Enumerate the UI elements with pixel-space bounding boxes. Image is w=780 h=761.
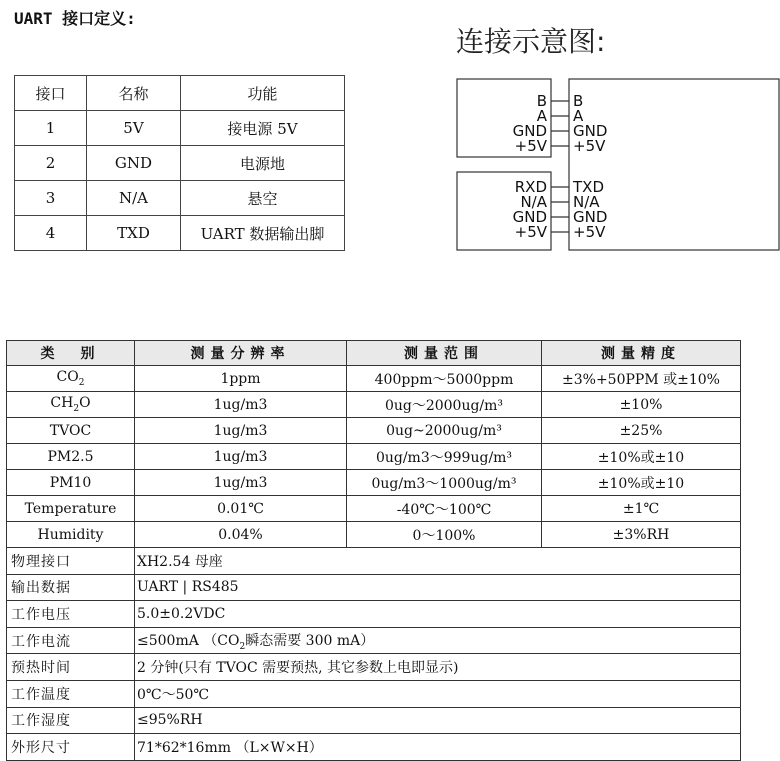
sensor-pin-label: GND [512, 122, 547, 140]
specs-header-cell: 测量精度 [542, 341, 741, 366]
range-cell: 0ug/m3～1000ug/m³ [347, 470, 542, 496]
range-cell: -40℃～100℃ [347, 496, 542, 522]
spec-value-cell: 0℃～50℃ [135, 680, 741, 707]
resolution-cell: 1ug/m3 [135, 418, 347, 444]
accuracy-cell: ±10%或±10 [542, 470, 741, 496]
range-cell: 0ug~2000ug/m³ [347, 418, 542, 444]
sensor-pin-label: GND [512, 208, 547, 226]
parameter-name-cell: PM10 [7, 470, 135, 496]
sensor-pin-label: RXD [514, 178, 547, 196]
table-cell: GND [87, 146, 181, 181]
resolution-cell: 1ug/m3 [135, 392, 347, 418]
spec-label-cell: 工作电流 [7, 627, 135, 654]
connection-diagram [455, 75, 780, 253]
spec-label-cell: 预热时间 [7, 654, 135, 681]
accuracy-cell: ±10%或±10 [542, 444, 741, 470]
spec-value-cell: XH2.54 母座 [135, 548, 741, 575]
host-pin-label: B [573, 92, 584, 110]
parameter-name-cell: $CO_2$ [7, 366, 135, 392]
diagram-title: 连接示意图: [456, 25, 606, 58]
resolution-cell: 1ug/m3 [135, 470, 347, 496]
table-cell: 电源地 [181, 146, 345, 181]
range-cell: 400ppm～5000ppm [347, 366, 542, 392]
spec-value-cell: 2 分钟(只有 TVOC 需要预热, 其它参数上电即显示) [135, 654, 741, 681]
resolution-cell: 1ppm [135, 366, 347, 392]
table-cell: UART 数据输出脚 [181, 216, 345, 251]
uart-header-cell: 功能 [181, 76, 345, 111]
host-pin-label: GND [573, 122, 608, 140]
sensor-pin-label: A [536, 107, 547, 125]
specifications-table [6, 340, 741, 761]
host-pin-label: +5V [573, 137, 606, 155]
spec-label-cell: 外形尺寸 [7, 734, 135, 761]
parameter-name-cell: TVOC [7, 418, 135, 444]
table-row [7, 444, 741, 470]
accuracy-cell: ±3%RH [542, 522, 741, 548]
uart-header-cell: 接口 [15, 76, 87, 111]
sensor-pin-label: +5V [514, 137, 547, 155]
host-pin-label: GND [573, 208, 608, 226]
range-cell: 0ug/m3～999ug/m³ [347, 444, 542, 470]
specs-header-row [7, 341, 741, 366]
specs-header-cell: 类 别 [7, 341, 135, 366]
table-cell: N/A [87, 181, 181, 216]
uart-section-title: UART 接口定义: [14, 9, 136, 28]
table-row [7, 601, 741, 628]
host-pin-label: +5V [573, 223, 606, 241]
spec-label-cell: 输出数据 [7, 574, 135, 601]
table-cell: 接电源 5V [181, 111, 345, 146]
uart-table-header [15, 76, 345, 111]
table-cell: 4 [15, 216, 87, 251]
resolution-cell: 1ug/m3 [135, 444, 347, 470]
table-cell: 悬空 [181, 181, 345, 216]
uart-interface-table [14, 75, 345, 251]
sensor-pin-label: B [536, 92, 547, 110]
specs-header-cell: 测量分辨率 [135, 341, 347, 366]
table-cell: 3 [15, 181, 87, 216]
table-row [15, 181, 345, 216]
specs-header-cell: 测量范围 [347, 341, 542, 366]
host-pin-label: A [573, 107, 584, 125]
parameter-name-cell: Temperature [7, 496, 135, 522]
spec-value-cell: 71*62*16mm （L×W×H） [135, 734, 741, 761]
spec-value-cell: ≤500mA （$CO_2$瞬态需要 300 mA） [135, 627, 741, 654]
table-row [7, 470, 741, 496]
sensor-pin-label: +5V [514, 223, 547, 241]
table-cell: 1 [15, 111, 87, 146]
spec-label-cell: 工作湿度 [7, 707, 135, 734]
spec-label-cell: 物理接口 [7, 548, 135, 575]
table-row [7, 707, 741, 734]
subscript: 2 [73, 403, 80, 414]
table-row [7, 392, 741, 418]
table-row [7, 366, 741, 392]
table-cell: 5V [87, 111, 181, 146]
parameter-name-cell: PM2.5 [7, 444, 135, 470]
parameter-name-cell: $CH_2O$ [7, 392, 135, 418]
parameter-name-cell: Humidity [7, 522, 135, 548]
table-row [7, 574, 741, 601]
spec-label-cell: 工作电压 [7, 601, 135, 628]
table-row [7, 654, 741, 681]
table-row [15, 111, 345, 146]
table-row [7, 627, 741, 654]
resolution-cell: 0.04% [135, 522, 347, 548]
table-row [7, 548, 741, 575]
table-cell: 2 [15, 146, 87, 181]
uart-header-cell: 名称 [87, 76, 181, 111]
accuracy-cell: ±25% [542, 418, 741, 444]
spec-value-cell: UART | RS485 [135, 574, 741, 601]
table-row [7, 734, 741, 761]
table-row [15, 146, 345, 181]
resolution-cell: 0.01℃ [135, 496, 347, 522]
subscript: 2 [78, 377, 85, 388]
accuracy-cell: ±1℃ [542, 496, 741, 522]
table-row [15, 216, 345, 251]
table-row [7, 496, 741, 522]
table-row [7, 680, 741, 707]
table-row [7, 522, 741, 548]
subscript: 2 [239, 641, 246, 652]
host-pin-label: N/A [573, 193, 600, 211]
spec-value-cell: 5.0±0.2VDC [135, 601, 741, 628]
spec-value-cell: ≤95%RH [135, 707, 741, 734]
range-cell: 0ug～2000ug/m³ [347, 392, 542, 418]
accuracy-cell: ±3%+50PPM 或±10% [542, 366, 741, 392]
sensor-pin-label: N/A [520, 193, 547, 211]
range-cell: 0～100% [347, 522, 542, 548]
spec-label-cell: 工作温度 [7, 680, 135, 707]
accuracy-cell: ±10% [542, 392, 741, 418]
host-pin-label: TXD [573, 178, 604, 196]
table-cell: TXD [87, 216, 181, 251]
table-row [7, 418, 741, 444]
